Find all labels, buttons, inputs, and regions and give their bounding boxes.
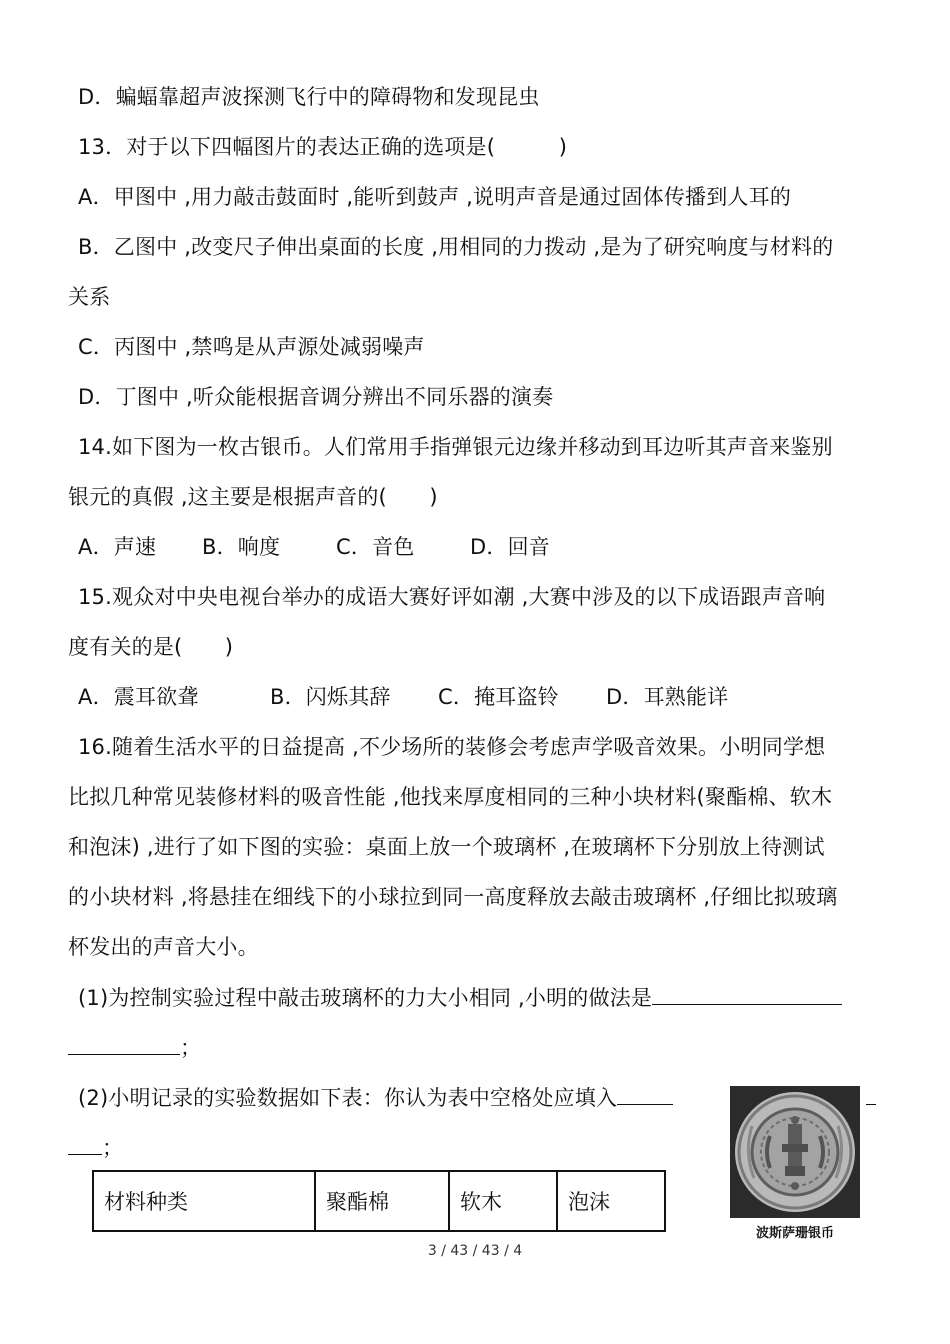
coin-figure <box>730 1086 860 1241</box>
q16-part-2-end: ； <box>102 1136 124 1160</box>
answer-blank-stub-line <box>866 1082 876 1105</box>
q15-option-b: B．闪烁其辞 <box>270 685 391 709</box>
q16-part-1-text: (1)为控制实验过程中敲击玻璃杯的力大小相同 ,小明的做法是 <box>78 986 653 1010</box>
materials-table <box>92 1170 666 1232</box>
q12-option-d: D．蝙蝠靠超声波探测飞行中的障碍物和发现昆虫 <box>78 85 540 109</box>
answer-blank-cont[interactable] <box>68 1032 180 1055</box>
q16-part-1-cont <box>68 1032 201 1063</box>
table-header-cell: 软木 <box>449 1171 557 1231</box>
page-number: 3 / 43 / 43 / 4 <box>427 1243 523 1259</box>
q15-option-c: C．掩耳盗铃 <box>438 685 559 709</box>
q15-stem-cont: 度有关的是( ) <box>68 635 234 659</box>
q14-option-d: D．回音 <box>470 535 550 559</box>
answer-blank-stub <box>866 1082 876 1113</box>
q13-option-c: C．丙图中 ,禁鸣是从声源处减弱噪声 <box>78 335 425 359</box>
q14-option-c: C．音色 <box>336 535 415 559</box>
q14-stem: 14.如下图为一枚古银币。人们常用手指弹银元边缘并移动到耳边听其声音来鉴别 <box>78 435 833 459</box>
q16-stem-cont-3: 的小块材料 ,将悬挂在细线下的小球拉到同一高度释放去敲击玻璃杯 ,仔细比拟玻璃 <box>68 885 838 909</box>
table-header-cell: 材料种类 <box>93 1171 315 1231</box>
table-header-cell: 泡沫 <box>557 1171 665 1231</box>
q13-stem: 13．对于以下四幅图片的表达正确的选项是( ) <box>78 135 568 159</box>
answer-blank[interactable] <box>652 982 842 1005</box>
table-header-cell: 聚酯棉 <box>315 1171 449 1231</box>
q16-stem-cont-4: 杯发出的声音大小。 <box>68 935 259 959</box>
q14-option-b: B．响度 <box>202 535 281 559</box>
answer-blank-cont[interactable] <box>68 1132 102 1155</box>
q15-options <box>78 682 728 712</box>
q16-stem-cont-1: 比拟几种常见装修材料的吸音性能 ,他找来厚度相同的三种小块材料(聚酯棉、软木 <box>68 785 833 809</box>
q16-part-1-end: ； <box>180 1036 202 1060</box>
table-row <box>93 1171 665 1231</box>
q13-option-b-cont: 关系 <box>68 285 111 309</box>
q13-option-b: B．乙图中 ,改变尺子伸出桌面的长度 ,用相同的力拨动 ,是为了研究响度与材料的 <box>78 235 834 259</box>
coin-image <box>730 1086 860 1218</box>
q14-option-a: A．声速 <box>78 535 157 559</box>
q16-part-2 <box>78 1082 673 1113</box>
coin-caption: 波斯萨珊银币 <box>755 1226 834 1241</box>
q16-part-1 <box>78 982 842 1013</box>
q13-option-a: A．甲图中 ,用力敲击鼓面时 ,能听到鼓声 ,说明声音是通过固体传播到人耳的 <box>78 185 792 209</box>
answer-blank[interactable] <box>617 1082 673 1105</box>
q15-option-d: D．耳熟能详 <box>606 685 729 709</box>
q16-part-2-cont <box>68 1132 123 1163</box>
q15-stem: 15.观众对中央电视台举办的成语大赛好评如潮 ,大赛中涉及的以下成语跟声音响 <box>78 585 826 609</box>
q14-options <box>78 532 550 562</box>
q14-stem-cont: 银元的真假 ,这主要是根据声音的( ) <box>68 485 438 509</box>
q16-stem: 16.随着生活水平的日益提高 ,不少场所的装修会考虑声学吸音效果。小明同学想 <box>78 735 826 759</box>
q16-part-2-text: (2)小明记录的实验数据如下表：你认为表中空格处应填入 <box>78 1086 618 1110</box>
q15-option-a: A．震耳欲聋 <box>78 685 199 709</box>
q13-option-d: D．丁图中 ,听众能根据音调分辨出不同乐器的演奏 <box>78 385 554 409</box>
silver-coin-icon <box>730 1086 860 1218</box>
q16-stem-cont-2: 和泡沫) ,进行了如下图的实验：桌面上放一个玻璃杯 ,在玻璃杯下分别放上待测试 <box>68 835 825 859</box>
